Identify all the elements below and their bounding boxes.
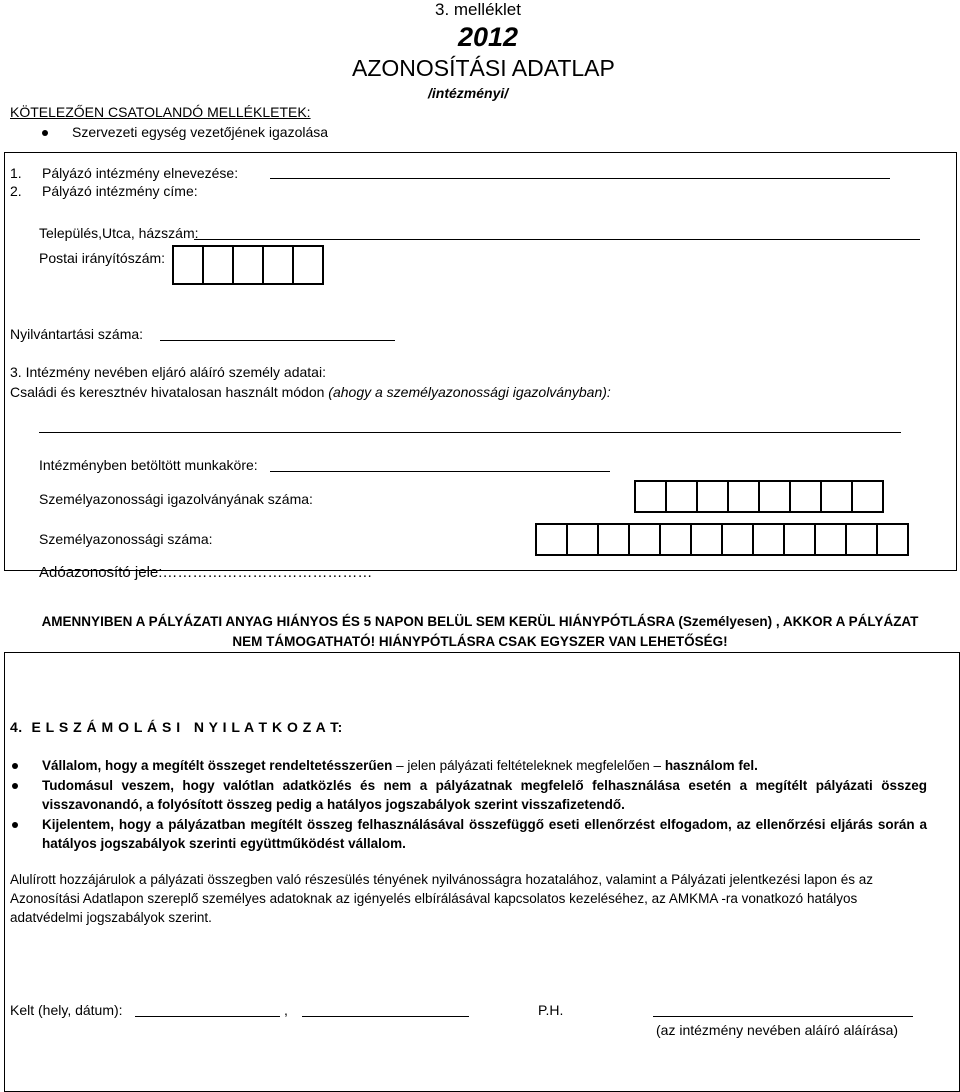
bullet-icon <box>42 130 48 136</box>
name-label-text: Családi és keresztnév hivatalosan használt módon <box>10 384 325 400</box>
page-subtitle: /intézményi/ <box>428 85 509 101</box>
tax-id-label: Adóazonosító jele:…………………………………… <box>39 564 373 581</box>
annex-label: 3. melléklet <box>435 0 521 19</box>
page-title: AZONOSÍTÁSI ADATLAP <box>352 55 615 81</box>
personal-id-boxes[interactable] <box>535 523 907 556</box>
institution-name-field[interactable] <box>270 178 890 179</box>
declaration-item-1 <box>42 756 927 775</box>
place-field[interactable] <box>135 1016 280 1017</box>
declaration-1-bold-end: használom fel. <box>664 758 758 773</box>
date-label: Kelt (hely, dátum): <box>10 1002 123 1018</box>
declaration-1-normal: – jelen pályázati feltételeknek megfelelően – <box>392 758 665 773</box>
signature-field[interactable] <box>653 1016 913 1017</box>
stamp-label: P.H. <box>538 1002 564 1018</box>
section3-heading: 3. Intézmény nevében eljáró aláíró személy adatai: <box>10 364 326 380</box>
section1-number: 1. <box>10 165 22 181</box>
consent-text: Alulírott hozzájárulok a pályázati összegben való részesülés tényének nyilvánosságra hozatalához, valamint a Pályázati jelentkezési lapon és az Azonosítási Adatlapon szereplő személyes adatoknak az igényelés elbírálásával kapcsolatos kezeléséhez, az AMKMA -ra vonatkozó hatályos adatvédelmi jogszabályok szerint. <box>10 872 873 925</box>
declaration-item-2: Tudomásul veszem, hogy valótlan adatközlés és nem a pályázatnak megfelelő felhasználása esetén a megítélt pályázati összeg visszavonandó, a folyósított összeg pedig a hatályos jogszabályok szerint visszafizetendő. <box>42 778 927 812</box>
declaration-item-3: Kijelentem, hogy a pályázatban megítélt összeg felhasználásával összefüggő eseti ellenőrzést elfogadom, az ellenőrzési eljárás során a hatályos jogszabályok szerinti együttműködést vállalom. <box>42 817 927 851</box>
id-card-label: Személyazonossági igazolványának száma: <box>39 491 313 507</box>
name-label <box>10 384 611 400</box>
warning-line-2: NEM TÁMOGATHATÓ! HIÁNYPÓTLÁSRA CSAK EGYSZER VAN LEHETŐSÉG! <box>232 634 728 649</box>
comma: , <box>284 1002 288 1018</box>
signer-name-field[interactable] <box>39 432 901 433</box>
attachments-heading: KÖTELEZŐEN CSATOLANDÓ MELLÉKLETEK: <box>10 104 311 120</box>
signature-label: (az intézmény nevében aláíró aláírása) <box>656 1022 899 1038</box>
position-field[interactable] <box>270 471 610 472</box>
postal-code-label: Postai irányítószám: <box>39 250 166 266</box>
bullet-icon <box>12 783 18 789</box>
date-field[interactable] <box>302 1016 469 1017</box>
id-card-boxes[interactable] <box>634 480 882 513</box>
personal-id-label: Személyazonossági száma: <box>39 531 213 547</box>
warning-line-1: AMENNYIBEN A PÁLYÁZATI ANYAG HIÁNYOS ÉS 5 NAPON BELÜL SEM KERÜL HIÁNYPÓTLÁSRA (Személyesen) , AKKOR A PÁLYÁZAT <box>41 614 919 629</box>
declaration-1-bold: Vállalom, hogy a megítélt összeget rendeltetésszerűen <box>42 758 393 773</box>
address-field[interactable] <box>194 239 920 240</box>
name-label-note: (ahogy a személyazonossági igazolványban): <box>328 384 611 400</box>
position-label: Intézményben betöltött munkaköre: <box>39 457 258 473</box>
registry-label: Nyilvántartási száma: <box>10 326 144 342</box>
bullet-icon <box>12 822 18 828</box>
registry-field[interactable] <box>160 340 395 341</box>
section1-label: Pályázó intézmény elnevezése: <box>42 165 239 181</box>
form-year: 2012 <box>458 22 519 52</box>
warning-notice <box>0 612 960 652</box>
bullet-icon <box>12 763 18 769</box>
postal-code-boxes[interactable] <box>172 245 322 285</box>
address-label: Település,Utca, házszám: <box>39 225 199 241</box>
section2-number: 2. <box>10 183 22 199</box>
section4-heading: 4. E L S Z Á M O L Á S I N Y I L A T K O Z A T: <box>10 719 343 735</box>
section2-label: Pályázó intézmény címe: <box>42 183 198 199</box>
attachment-item: Szervezeti egység vezetőjének igazolása <box>72 124 329 140</box>
